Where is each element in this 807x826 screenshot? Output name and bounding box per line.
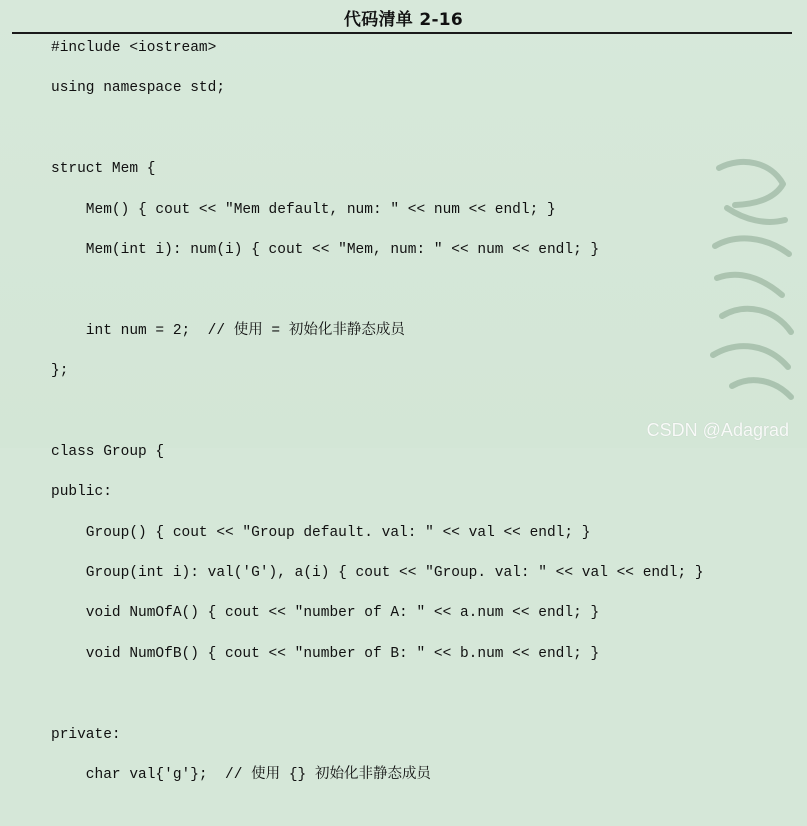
code-line: Group(int i): val('G'), a(i) { cout << "Group. val: " << val << endl; } — [51, 565, 704, 582]
code-line: struct Mem { — [51, 161, 156, 178]
code-line: public: — [51, 484, 112, 501]
title-divider — [12, 32, 792, 34]
code-line — [51, 684, 791, 704]
code-line: using namespace std; — [51, 80, 226, 97]
code-line: char val{'g'}; // 使用 {} 初始化非静态成员 — [51, 767, 431, 784]
code-line: void NumOfA() { cout << "number of A: " << a.num << endl; } — [51, 605, 600, 622]
listing-title: 代码清单 2-16 — [343, 10, 464, 30]
code-line: void NumOfB() { cout << "number of B: " << b.num << endl; } — [51, 645, 600, 662]
code-line: Mem() { cout << "Mem default, num: " << num << endl; } — [51, 201, 556, 218]
code-line: #include <iostream> — [51, 40, 217, 56]
code-line — [51, 119, 791, 139]
code-line — [51, 402, 791, 422]
code-line: Mem(int i): num(i) { cout << "Mem, num: " << num << endl; } — [51, 241, 600, 258]
code-line: private: — [51, 726, 121, 743]
code-line: Group() { cout << "Group default. val: " << val << endl; } — [51, 524, 591, 541]
code-line: }; — [51, 363, 69, 380]
code-line: int num = 2; // 使用 = 初始化非静态成员 — [51, 322, 405, 339]
csdn-watermark: CSDN @Adagrad — [646, 420, 789, 440]
code-line — [51, 280, 791, 300]
code-line: class Group { — [51, 443, 165, 460]
